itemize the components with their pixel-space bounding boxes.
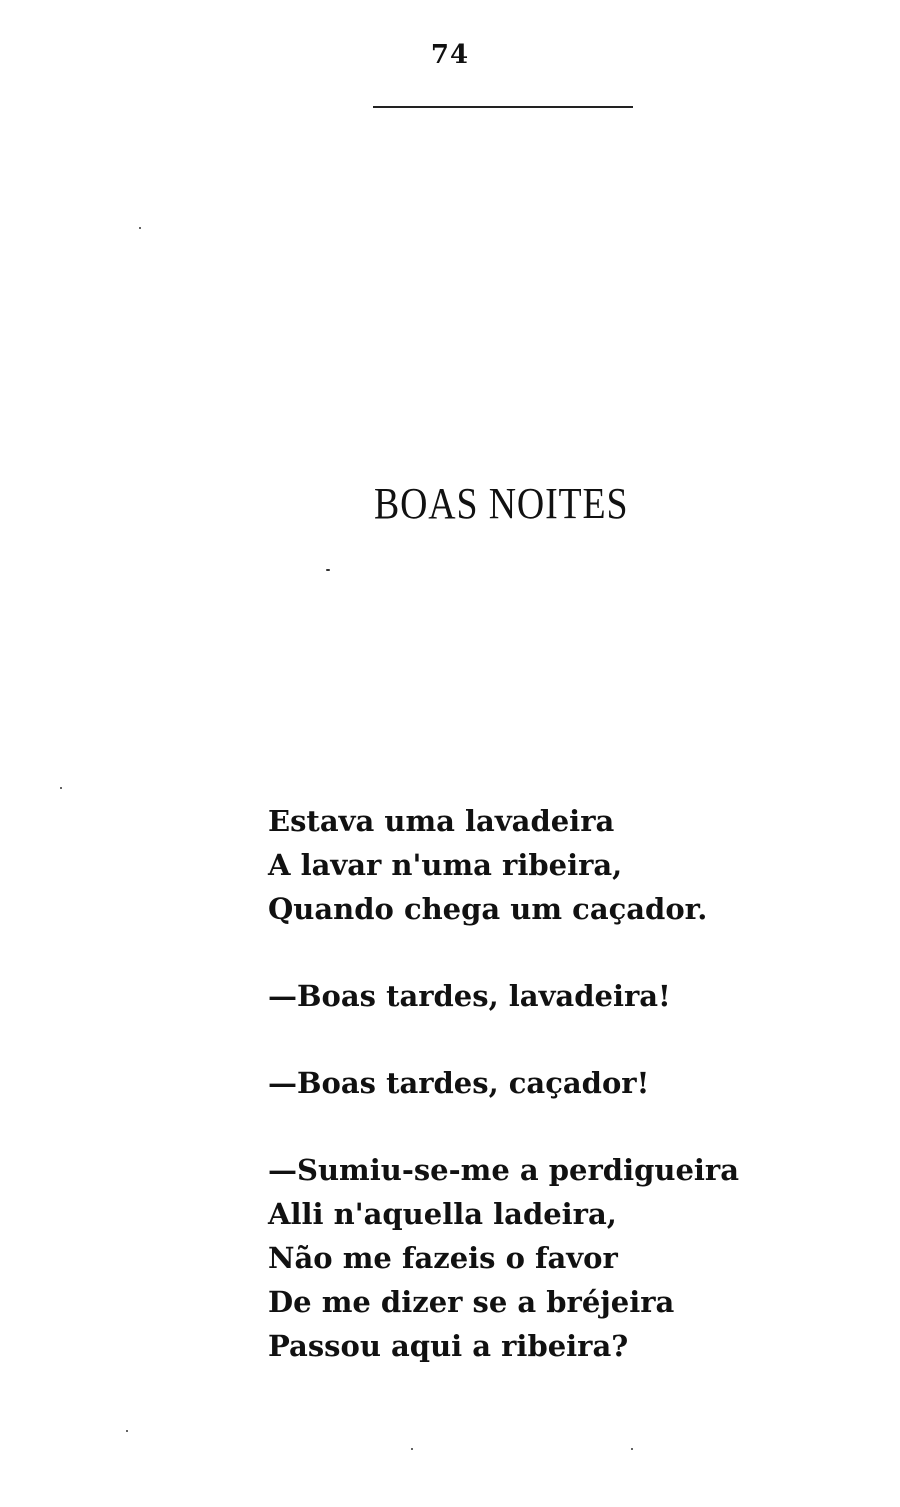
scan-speck — [60, 787, 62, 789]
verse-line: —Boas tardes, lavadeira! — [268, 979, 671, 1013]
stanza — [268, 1061, 739, 1105]
verse-line: —Sumiu-se-me a perdigueira — [268, 1153, 739, 1187]
page-number: 74 — [430, 40, 470, 70]
verse-line: A lavar n'uma ribeira, — [268, 848, 623, 882]
scan-speck — [326, 569, 330, 571]
header-rule — [373, 106, 633, 108]
scan-speck — [139, 227, 141, 229]
verse-line: Não me fazeis o favor — [268, 1241, 618, 1275]
verse-line: Estava uma lavadeira — [268, 804, 615, 838]
poem-body — [268, 799, 739, 1411]
verse-line: De me dizer se a bréjeira — [268, 1285, 675, 1319]
verse-line: Alli n'aquella ladeira, — [268, 1197, 617, 1231]
stanza — [268, 1148, 739, 1368]
verse-line: Passou aqui a ribeira? — [268, 1329, 629, 1363]
verse-line: —Boas tardes, caçador! — [268, 1066, 650, 1100]
verse-line: Quando chega um caçador. — [268, 892, 708, 926]
stanza — [268, 799, 739, 931]
scan-speck — [126, 1430, 128, 1432]
poem-title: BOAS NOITES — [374, 479, 629, 528]
scan-speck — [631, 1448, 633, 1450]
scan-speck — [411, 1448, 413, 1450]
stanza — [268, 974, 739, 1018]
